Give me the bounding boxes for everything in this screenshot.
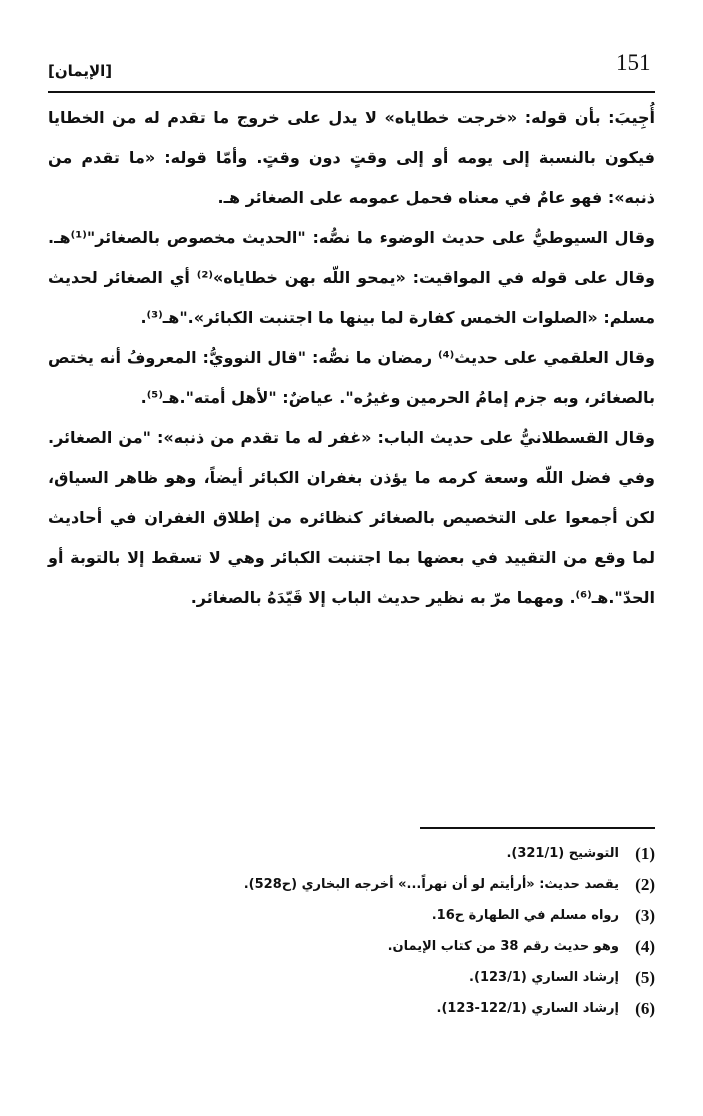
- footnote-number: (1): [635, 844, 655, 863]
- footnote-text: إرشاد الساري (123/1).: [469, 970, 619, 985]
- running-head: [الإيمان]: [48, 62, 113, 80]
- footnotes: [48, 838, 655, 1024]
- footnote-number: (6): [635, 999, 655, 1018]
- header-rule: [48, 91, 655, 93]
- paragraph: وقال السيوطيُّ على حديث الوضوء ما نصُّه: "الحديث مخصوص بالصغائر"⁽¹⁾هـ. وقال على قوله في المواقيت: «يمحو اللّه بهن خطاياه»⁽²⁾ أي الصغائر لحديث مسلم: «الصلوات الخمس كفارة لما بينها ما اجتنبت الكبائر»."هـ⁽³⁾.: [48, 228, 656, 327]
- footnote-text: يقصد حديث: «أرأيتم لو أن نهراً...» أخرجه البخاري (ح528).: [243, 877, 619, 892]
- footnote-number: (5): [635, 968, 655, 987]
- footnote-text: إرشاد الساري (122/1-123).: [436, 1001, 619, 1016]
- body-text: [48, 98, 655, 618]
- footnote-text: رواه مسلم في الطهارة ح16.: [431, 908, 619, 923]
- footnote-text: وهو حديث رقم 38 من كتاب الإيمان.: [387, 939, 619, 954]
- footnote-number: (2): [635, 875, 655, 894]
- footnote-number: (4): [635, 937, 655, 956]
- paragraph: وقال العلقمي على حديث⁽⁴⁾ رمضان ما نصُّه: "قال النوويُّ: المعروفُ أنه يختص بالصغائر، وبه جزم إمامُ الحرمين وغيرُه". عياضٌ: "لأهل أمته".هـ⁽⁵⁾.: [48, 348, 656, 407]
- footnote: [48, 869, 655, 900]
- paragraph: وقال القسطلانيُّ على حديث الباب: «غفر له ما تقدم من ذنبه»: "من الصغائر. وفي فضل اللّه وسعة كرمه ما يؤذن بغفران الكبائر أيضاً، وهو ظاهر السياق، لكن أجمعوا على التخصيص بالصغائر كنظائره من إطلاق الغفران في أحاديث لما وقع من التقييد في بعضها بما اجتنبت الكبائر وهي لا تسقط إلا بالتوبة أو الحدّ".هـ⁽⁶⁾. ومهما مرّ به نظير حديث الباب إلا قَيّدَهُ بالصغائر.: [48, 428, 655, 607]
- footnote: [48, 962, 655, 993]
- footnote: [48, 838, 655, 869]
- page-header: [48, 44, 655, 84]
- footnote-rule: [420, 827, 655, 829]
- paragraph: أُجِيبَ: بأن قوله: «خرجت خطاياه» لا يدل على خروج ما تقدم له من الخطايا فيكون بالنسبة إلى يومه أو إلى وقتٍ دون وقتٍ. وأمّا قوله: «ما تقدم من ذنبه»: فهو عامٌ في معناه فحمل عمومه على الصغائر هـ.: [48, 108, 655, 207]
- footnote: [48, 900, 655, 931]
- footnote: [48, 993, 655, 1024]
- page-number: 151: [616, 50, 651, 75]
- footnote-number: (3): [635, 906, 655, 925]
- footnote-text: التوشيح (321/1).: [506, 846, 619, 861]
- footnote: [48, 931, 655, 962]
